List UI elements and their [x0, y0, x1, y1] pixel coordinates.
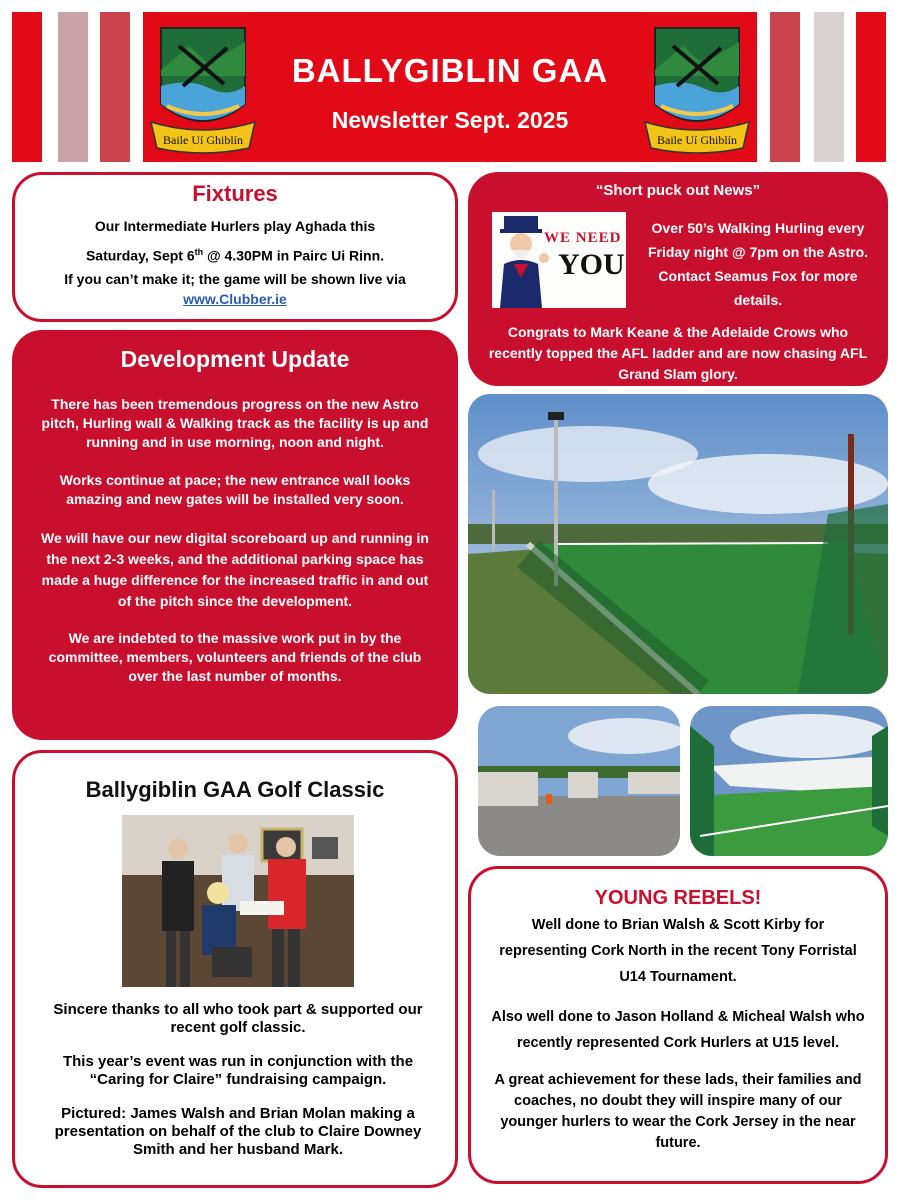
golf-text	[45, 1001, 431, 1159]
golf-presentation-photo	[122, 815, 354, 987]
poster-text-top: WE NEED	[544, 230, 622, 246]
page-title: BALLYGIBLIN GAA	[291, 52, 609, 89]
stripe	[856, 12, 886, 162]
development-paragraph: Works continue at pace; the new entrance wall looks amazing and new gates will be installed very soon.	[59, 472, 411, 507]
young-rebels-heading: YOUNG REBELS!	[594, 887, 762, 909]
stripe	[12, 12, 42, 162]
crest-motto: Baile Uí Ghiblín	[657, 133, 737, 147]
golf-heading: Ballygiblin GAA Golf Classic	[85, 777, 385, 802]
fixtures-line: Our Intermediate Hurlers play Aghada this	[94, 218, 376, 234]
fixtures-line	[25, 239, 445, 269]
fixtures-panel	[12, 172, 458, 322]
young-rebels-panel	[468, 866, 888, 1184]
fixtures-venue: @ 4.30PM in Pairc Ui Rinn.	[203, 247, 385, 264]
development-heading: Development Update	[120, 346, 350, 372]
stripe	[58, 12, 88, 162]
hurling-wall-photo	[690, 706, 888, 856]
golf-classic-panel	[12, 750, 458, 1188]
stripe	[770, 12, 800, 162]
short-puck-heading: “Short puck out News”	[595, 182, 761, 199]
clubber-link[interactable]: www.Clubber.ie	[183, 290, 287, 307]
astro-pitch-photo	[468, 394, 888, 694]
development-paragraph: There has been tremendous progress on the new Astro pitch, Hurling wall & Walking track as the facility is up and running and in use morning, noon and night.	[41, 396, 429, 450]
golf-paragraph: Sincere thanks to all who took part & supported our recent golf classic.	[53, 1001, 423, 1036]
golf-paragraph: Pictured: James Walsh and Brian Molan making a presentation on behalf of the club to Claire Downey Smith and her husband Mark.	[54, 1105, 422, 1158]
fixtures-line: If you can’t make it; the game will be shown live via	[64, 270, 406, 287]
development-paragraph: We are indebted to the massive work put in by the committee, members, volunteers and friends of the club over the last number of months.	[48, 630, 422, 684]
club-crest-icon	[149, 26, 257, 154]
young-rebels-paragraph: Also well done to Jason Holland & Micheal Walsh who recently represented Cork Hurlers at U15 level.	[491, 1009, 865, 1051]
club-crest-icon	[643, 26, 751, 154]
fixtures-date-suffix: th	[194, 247, 204, 257]
poster-text-bottom: YOU	[558, 248, 625, 281]
stripe	[814, 12, 844, 162]
entrance-wall-photo	[478, 706, 680, 856]
development-paragraph: We will have our new digital scoreboard up and running in the next 2-3 weeks, and the additional parking space has made a huge difference for the increased traffic in and out of the pitch since the development.	[41, 530, 429, 609]
newsletter-header	[143, 12, 757, 162]
development-update-panel	[12, 330, 458, 740]
newsletter-date: Newsletter Sept. 2025	[331, 107, 569, 133]
stripe	[100, 12, 130, 162]
walking-hurling-text: Over 50’s Walking Hurling every Friday night @ 7pm on the Astro. Contact Seamus Fox for more details.	[647, 220, 869, 308]
young-rebels-paragraph: Well done to Brian Walsh & Scott Kirby for representing Cork North in the recent Tony Forristal U14 Tournament.	[499, 917, 857, 985]
we-need-you-poster	[492, 212, 626, 308]
young-rebels-paragraph: A great achievement for these lads, their families and coaches, no doubt they will inspire many of our younger hurlers to wear the Cork Jersey in the near future.	[494, 1072, 862, 1151]
short-puck-news-panel	[468, 172, 888, 386]
fixtures-heading: Fixtures	[192, 181, 278, 206]
crest-motto: Baile Uí Ghiblín	[163, 133, 243, 147]
fixtures-date: Saturday, Sept 6	[85, 247, 195, 264]
golf-paragraph: This year’s event was run in conjunction with the “Caring for Claire” fundraising campaign.	[62, 1053, 414, 1088]
afl-congrats-text: Congrats to Mark Keane & the Adelaide Crows who recently topped the AFL ladder and are now chasing AFL Grand Slam glory.	[488, 324, 868, 382]
